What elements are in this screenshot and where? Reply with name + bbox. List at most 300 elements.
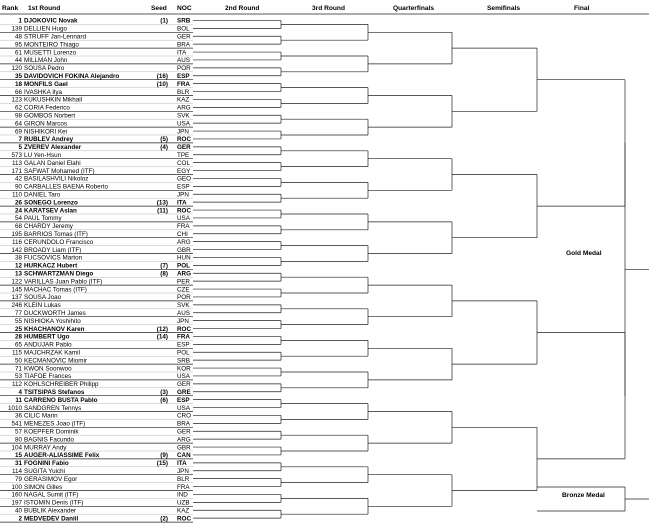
player-noc: BLR — [177, 475, 190, 483]
player-noc: ESP — [177, 183, 190, 191]
player-name: TSITSIPAS Stefanos — [24, 388, 85, 396]
player-name: DANIEL Taro — [24, 191, 61, 199]
draw-row — [0, 421, 193, 428]
player-name: CARBALLES BAENA Roberto — [24, 183, 108, 191]
bronze-connector — [537, 487, 649, 511]
player-rank: 79 — [14, 475, 22, 483]
player-noc: KAZ — [177, 96, 190, 104]
player-name: STRUFF Jan-Lennard — [24, 33, 86, 41]
player-noc: BRA — [177, 41, 190, 49]
draw-row — [0, 349, 193, 356]
bracket-connector — [193, 178, 281, 186]
bracket-connector — [281, 56, 368, 72]
player-noc: SRB — [177, 357, 190, 365]
player-rank: 145 — [11, 286, 22, 294]
draw-row — [0, 342, 193, 349]
player-rank: 25 — [14, 325, 22, 333]
draw-row — [0, 326, 193, 333]
draw-row — [0, 136, 193, 143]
player-name: DUCKWORTH James — [24, 309, 86, 317]
player-noc: JPN — [177, 317, 189, 325]
bracket-connector — [193, 368, 281, 376]
bracket-connector — [368, 475, 452, 507]
player-noc: GBR — [177, 246, 191, 254]
bracket-connector — [452, 301, 537, 364]
draw-row — [0, 18, 193, 25]
draw-row — [0, 310, 193, 317]
draw-row — [0, 65, 193, 72]
bracket-connector — [193, 163, 281, 171]
bracket-connector — [281, 119, 368, 135]
draw-row — [0, 49, 193, 56]
player-name: MENEZES Joao (ITF) — [24, 420, 86, 428]
player-rank: 48 — [14, 33, 22, 41]
player-rank: 541 — [11, 420, 22, 428]
draw-row — [0, 73, 193, 80]
player-rank: 197 — [11, 499, 22, 507]
draw-row — [0, 184, 193, 191]
bracket-connector — [281, 372, 368, 388]
draw-row — [0, 231, 193, 238]
bronze-medal-label: Bronze Medal — [562, 492, 605, 499]
player-noc: GEO — [177, 175, 191, 183]
player-noc: JPN — [177, 467, 189, 475]
player-noc: USA — [177, 373, 190, 381]
player-rank: 7 — [18, 136, 22, 144]
bracket-connector — [193, 400, 281, 408]
draw-row — [0, 365, 193, 372]
player-noc: BLR — [177, 88, 190, 96]
header-round2: 2nd Round — [225, 5, 260, 12]
draw-row — [0, 247, 193, 254]
draw-row — [0, 120, 193, 127]
bracket-connector — [368, 222, 452, 254]
player-name: KOHLSCHREIBER Philipp — [24, 381, 99, 389]
player-noc: FRA — [177, 483, 190, 491]
player-name: DELLIEN Hugo — [24, 25, 68, 33]
bracket-connector — [281, 309, 368, 325]
player-rank: 246 — [11, 302, 22, 310]
bracket-connector — [193, 494, 281, 502]
draw-row — [0, 105, 193, 112]
bracket-connector — [193, 352, 281, 360]
player-rank: 115 — [11, 349, 22, 357]
player-rank: 120 — [11, 65, 22, 73]
header-rank: Rank — [2, 5, 19, 12]
player-name: MILLMAN John — [24, 57, 68, 65]
bracket-connector — [193, 194, 281, 202]
player-noc: TPE — [177, 151, 190, 159]
bracket-connector — [193, 242, 281, 250]
player-rank: 65 — [14, 341, 22, 349]
player-name: KHACHANOV Karen — [24, 325, 85, 333]
player-name: GOMBOS Norbert — [24, 112, 76, 120]
player-noc: SVK — [177, 302, 190, 310]
player-rank: 40 — [14, 507, 22, 515]
draw-row — [0, 239, 193, 246]
player-noc: AUS — [177, 309, 190, 317]
bracket-connector — [193, 289, 281, 297]
player-rank: 122 — [11, 278, 22, 286]
player-name: MONFILS Gael — [24, 80, 68, 88]
player-name: CERUNDOLO Francisco — [24, 238, 94, 246]
player-name: HUMBERT Ugo — [24, 333, 70, 341]
player-rank: 28 — [14, 333, 22, 341]
player-name: BUBLIK Alexander — [24, 507, 77, 515]
bracket-connector — [281, 182, 368, 198]
player-name: ISTOMIN Denis (ITF) — [24, 499, 84, 507]
bracket-connector — [281, 214, 368, 230]
player-rank: 142 — [11, 246, 22, 254]
player-noc: GER — [177, 381, 191, 389]
player-rank: 36 — [14, 412, 22, 420]
player-noc: ESP — [177, 396, 190, 404]
player-seed: (12) — [156, 325, 168, 333]
player-name: LU Yen-Hsun — [24, 151, 62, 159]
bracket-connector — [193, 273, 281, 281]
player-noc: POL — [177, 349, 190, 357]
player-noc: ARG — [177, 104, 191, 112]
player-seed: (3) — [160, 388, 168, 396]
draw-row — [0, 397, 193, 404]
draw-row — [0, 215, 193, 222]
player-rank: 114 — [11, 467, 22, 475]
draw-row — [0, 199, 193, 206]
player-name: SOUSA Joao — [24, 294, 62, 302]
bracket-connector — [193, 479, 281, 487]
draw-row — [0, 357, 193, 364]
player-noc: ARG — [177, 238, 191, 246]
bracket-connector — [368, 159, 452, 191]
bracket-connector — [193, 257, 281, 265]
player-noc: GER — [177, 144, 191, 152]
player-name: SANDGREN Tennys — [24, 404, 82, 412]
player-rank: 100 — [11, 483, 22, 491]
player-seed: (4) — [160, 144, 168, 152]
player-name: FUCSOVICS Marton — [24, 254, 83, 262]
player-noc: ESP — [177, 72, 190, 80]
player-rank: 11 — [15, 396, 22, 404]
bracket-connector — [193, 52, 281, 60]
final-connector — [625, 143, 649, 396]
player-rank: 195 — [11, 230, 22, 238]
draw-row — [0, 413, 193, 420]
bracket-connector — [193, 36, 281, 44]
player-noc: ITA — [177, 460, 187, 468]
draw-row — [0, 255, 193, 262]
draw-row — [0, 270, 193, 277]
bracket-connector — [193, 510, 281, 518]
bracket-connector — [281, 246, 368, 262]
player-name: KWON Soonwoo — [24, 365, 72, 373]
player-noc: USA — [177, 404, 190, 412]
player-rank: 18 — [14, 80, 22, 88]
player-name: SAFWAT Mohamed (ITF) — [24, 167, 95, 175]
player-noc: ESP — [177, 341, 190, 349]
player-name: RUBLEV Andrey — [24, 136, 74, 144]
player-rank: 113 — [11, 159, 22, 167]
player-noc: PER — [177, 278, 190, 286]
player-noc: ITA — [177, 199, 187, 207]
draw-row — [0, 57, 193, 64]
player-name: MACHAC Tomas (ITF) — [24, 286, 87, 294]
draw-row — [0, 207, 193, 214]
draw-row — [0, 89, 193, 96]
player-name: NISHIKORI Kei — [24, 128, 68, 136]
bracket-connector — [452, 48, 537, 111]
bracket-connector — [368, 32, 452, 64]
player-noc: BRA — [177, 420, 190, 428]
player-seed: (1) — [160, 17, 168, 25]
player-name: DJOKOVIC Novak — [24, 17, 78, 25]
draw-row — [0, 468, 193, 475]
bracket-connector — [281, 24, 368, 40]
player-noc: GER — [177, 33, 191, 41]
player-noc: ARG — [177, 436, 191, 444]
player-noc: SVK — [177, 112, 190, 120]
player-name: KOEPFER Dominik — [24, 428, 79, 436]
bracket-connector — [193, 447, 281, 455]
bracket-connector — [368, 96, 452, 128]
player-noc: IND — [177, 491, 188, 499]
draw-row — [0, 444, 193, 451]
bracket-connector — [193, 463, 281, 471]
player-name: SUGITA Yuichi — [24, 467, 66, 475]
player-seed: (14) — [156, 333, 168, 341]
bracket-connector — [193, 431, 281, 439]
draw-row — [0, 41, 193, 48]
draw-row — [0, 97, 193, 104]
bracket-connector — [281, 404, 368, 420]
player-noc: AUS — [177, 57, 190, 65]
player-noc: JPN — [177, 128, 189, 136]
player-name: FOGNINI Fabio — [24, 460, 69, 468]
player-name: NAGAL Sumit (ITF) — [24, 491, 79, 499]
player-rank: 13 — [14, 270, 22, 278]
bracket-connector — [368, 348, 452, 380]
draw-row — [0, 263, 193, 270]
player-rank: 53 — [14, 373, 22, 381]
player-seed: (11) — [157, 207, 168, 215]
player-noc: COL — [177, 159, 190, 167]
player-noc: CZE — [177, 286, 190, 294]
player-seed: (2) — [160, 515, 168, 523]
bracket-connector — [193, 336, 281, 344]
player-rank: 123 — [11, 96, 22, 104]
bracket-connector — [193, 305, 281, 313]
player-noc: POL — [177, 262, 190, 270]
header-round1: 1st Round — [28, 5, 61, 12]
player-name: KUKUSHKIN Mikhail — [24, 96, 83, 104]
bracket-connector — [368, 285, 452, 317]
player-rank: 12 — [14, 262, 22, 270]
player-name: GERASIMOV Egor — [24, 475, 78, 483]
player-name: MONTEIRO Thiago — [24, 41, 79, 49]
player-name: CILIC Marin — [24, 412, 58, 420]
draw-row — [0, 128, 193, 135]
bracket-connector — [193, 84, 281, 92]
draw-row — [0, 302, 193, 309]
bracket-connector — [281, 88, 368, 104]
bracket-connector — [193, 321, 281, 329]
bracket-connector — [452, 427, 537, 490]
bracket-connector — [193, 115, 281, 123]
player-name: MUSETTI Lorenzo — [24, 49, 77, 57]
player-rank: 2 — [18, 515, 22, 523]
draw-row — [0, 81, 193, 88]
bracket-connector — [281, 277, 368, 293]
draw-row — [0, 223, 193, 230]
player-noc: POR — [177, 65, 191, 73]
player-noc: CHI — [177, 230, 188, 238]
player-rank: 44 — [14, 57, 22, 65]
bracket-connector — [281, 151, 368, 167]
draw-row — [0, 334, 193, 341]
player-name: VARILLAS Juan Pablo (ITF) — [24, 278, 103, 286]
player-name: SIMON Gilles — [24, 483, 63, 491]
bracket-connector — [537, 80, 625, 206]
header-seed: Seed — [151, 5, 167, 12]
draw-row — [0, 294, 193, 301]
player-rank: 160 — [11, 491, 22, 499]
player-rank: 98 — [14, 112, 22, 120]
bracket-connector — [281, 340, 368, 356]
player-noc: FRA — [177, 333, 190, 341]
player-rank: 66 — [14, 88, 22, 96]
draw-row — [0, 168, 193, 175]
player-rank: 110 — [11, 191, 22, 199]
bracket-connector — [193, 20, 281, 28]
player-name: BARRIOS Tomas (ITF) — [24, 230, 88, 238]
player-rank: 104 — [11, 444, 22, 452]
bracket-connector — [281, 435, 368, 451]
player-rank: 71 — [14, 365, 22, 373]
player-rank: 24 — [14, 207, 22, 215]
bracket-connector — [281, 498, 368, 514]
draw-row — [0, 112, 193, 119]
bracket-connector — [193, 226, 281, 234]
draw-row — [0, 484, 193, 491]
player-name: BASILASHVILI Nikoloz — [24, 175, 89, 183]
player-name: HURKACZ Hubert — [24, 262, 78, 270]
player-name: AUGER-ALIASSIME Felix — [24, 452, 100, 460]
player-name: PAUL Tommy — [24, 215, 62, 223]
player-noc: JPN — [177, 191, 189, 199]
player-noc: ARG — [177, 270, 191, 278]
player-name: IVASHKA Ilya — [24, 88, 63, 96]
player-noc: USA — [177, 215, 190, 223]
draw-row — [0, 278, 193, 285]
player-rank: 80 — [14, 436, 22, 444]
player-rank: 116 — [11, 238, 22, 246]
player-rank: 61 — [14, 49, 22, 57]
draw-row — [0, 492, 193, 499]
bracket-connector — [452, 175, 537, 238]
player-name: KLEIN Lukas — [24, 302, 61, 310]
player-noc: ROC — [177, 207, 191, 215]
player-seed: (6) — [160, 396, 168, 404]
draw-row — [0, 381, 193, 388]
draw-row — [0, 373, 193, 380]
player-noc: GER — [177, 428, 191, 436]
draw-row — [0, 405, 193, 412]
player-name: ZVEREV Alexander — [24, 144, 82, 152]
player-rank: 54 — [14, 215, 22, 223]
player-noc: EGY — [177, 167, 191, 175]
player-seed: (8) — [160, 270, 168, 278]
player-noc: POR — [177, 294, 191, 302]
player-name: MURRAY Andy — [24, 444, 67, 452]
draw-row — [0, 500, 193, 507]
player-noc: CAN — [177, 452, 191, 460]
player-rank: 38 — [14, 254, 22, 262]
draw-row — [0, 436, 193, 443]
player-seed: (10) — [156, 80, 168, 88]
draw-rows — [0, 18, 193, 523]
player-rank: 69 — [14, 128, 22, 136]
player-noc: SRB — [177, 17, 191, 25]
player-rank: 1 — [18, 17, 22, 25]
player-seed: (15) — [156, 460, 168, 468]
draw-row — [0, 476, 193, 483]
player-noc: FRA — [177, 80, 190, 88]
gold-medal-label: Gold Medal — [566, 250, 602, 257]
bracket-connector — [281, 467, 368, 483]
player-name: SOUSA Pedro — [24, 65, 65, 73]
player-seed: (9) — [160, 452, 168, 460]
player-rank: 62 — [14, 104, 22, 112]
player-noc: ITA — [177, 49, 187, 57]
header-round3: 3rd Round — [312, 5, 345, 12]
draw-row — [0, 176, 193, 183]
player-rank: 573 — [11, 151, 22, 159]
player-rank: 26 — [14, 199, 22, 207]
player-rank: 64 — [14, 120, 22, 128]
player-noc: FRA — [177, 223, 190, 231]
player-seed: (13) — [156, 199, 168, 207]
header-final: Final — [574, 5, 590, 12]
player-noc: USA — [177, 120, 190, 128]
player-seed: (16) — [156, 72, 168, 80]
player-rank: 42 — [14, 175, 22, 183]
player-rank: 50 — [14, 357, 22, 365]
player-noc: ROC — [177, 515, 191, 523]
bracket-connector — [193, 99, 281, 107]
player-name: BROADY Liam (ITF) — [24, 246, 82, 254]
draw-row — [0, 428, 193, 435]
header-row — [0, 5, 649, 14]
player-rank: 31 — [14, 460, 22, 468]
player-noc: KAZ — [177, 507, 190, 515]
player-rank: 57 — [14, 428, 22, 436]
header-noc: NOC — [177, 5, 192, 12]
player-name: CORIA Federico — [24, 104, 70, 112]
player-name: SCHWARTZMAN Diego — [24, 270, 94, 278]
player-name: GIRON Marcos — [24, 120, 68, 128]
player-rank: 171 — [11, 167, 22, 175]
player-noc: UZB — [177, 499, 190, 507]
player-noc: ROC — [177, 136, 191, 144]
player-rank: 1010 — [7, 404, 22, 412]
bracket-connector — [537, 333, 625, 459]
player-rank: 139 — [11, 25, 22, 33]
player-noc: KOR — [177, 365, 191, 373]
player-noc: CRO — [177, 412, 191, 420]
player-rank: 55 — [14, 317, 22, 325]
player-noc: ROC — [177, 325, 191, 333]
player-rank: 77 — [14, 309, 22, 317]
bracket-lines — [193, 20, 649, 518]
